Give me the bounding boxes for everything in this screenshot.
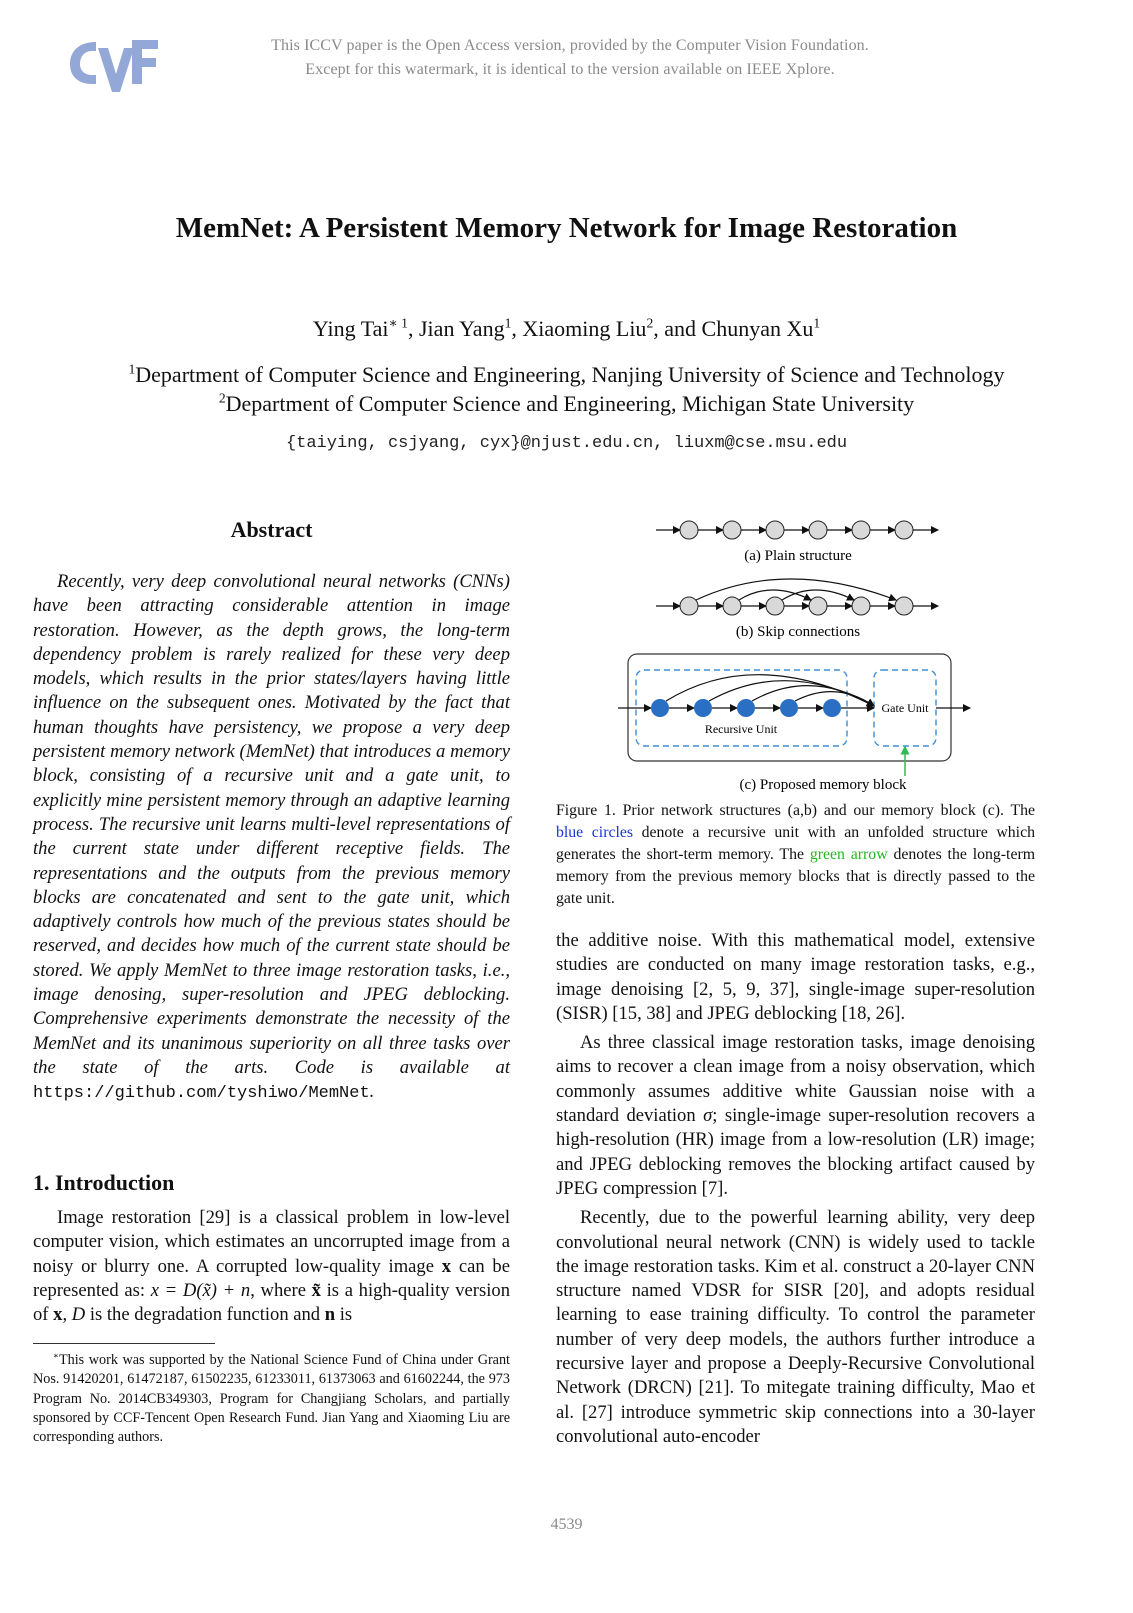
author-mark: 1 (813, 315, 821, 331)
author-list (0, 316, 1133, 342)
abstract-heading: Abstract (230, 517, 313, 542)
watermark-line-1: This ICCV paper is the Open Access version, provided by the Computer Vision Foundation. (271, 37, 869, 54)
figure-caption (556, 800, 1035, 910)
author-name: , Jian Yang (408, 316, 505, 341)
footnote (33, 1351, 510, 1447)
affiliation-mark: 2 (218, 390, 226, 406)
abstract-text: Recently, very deep convolutional neural networks (CNNs) have been attracting considerable attention in image restoration. However, as the depth grows, the long-term dependency problem is rarely realized for these very deep models, which results in the prior states/layers having little influence on the subsequent ones. Motivated by the fact that human thoughts have persistency, we propose a very deep persistent memory network (MemNet) that introduces a memory block, consisting of a recursive unit and a gate unit, to explicitly mine persistent memory through an adaptive learning process. The recursive unit learns multi-level representations of the current state under different receptive fields. The representations and the outputs from the previous memory blocks are concatenated and sent to the gate unit, which adaptively controls how much of the previous states should be reserved, and decides how much of the current state should be stored. We apply MemNet to three image restoration tasks, i.e., image denosing, super-resolution and JPEG deblocking. Comprehensive experiments demonstrate the necessity of the MemNet and its unanimous superiority on all three tasks over the state of the arts. Code is available at (33, 571, 510, 1078)
caption-text: denote a recursive unit with an unfolded structure which generates the short-term memory. The (556, 824, 1035, 863)
skip-connections-diagram (656, 579, 938, 615)
affiliation-text: Department of Computer Science and Engineering, Nanjing University of Science and Technology (135, 362, 1005, 387)
footnote-mark: ∗ (53, 1350, 59, 1361)
paragraph (556, 1031, 1035, 1201)
degradation-equation: x = D(x̃) + n (150, 1279, 251, 1301)
abstract-body (33, 570, 510, 1107)
intro-paragraph-1 (33, 1206, 510, 1327)
author-mark: 2 (646, 315, 654, 331)
author-name: , and Chunyan Xu (653, 316, 814, 341)
intro-text: is a high-quality version of (33, 1279, 510, 1326)
gate-unit-label: Gate Unit (881, 701, 929, 715)
figure-label-b: (b) Skip connections (735, 624, 861, 640)
recursive-unit-label: Recursive Unit (704, 722, 778, 736)
caption-blue-circles: blue circles (556, 824, 634, 841)
plain-structure-diagram (656, 521, 938, 539)
author-name: Ying Tai (312, 316, 389, 341)
intro-text: Image restoration [29] is a classical problem in low-level computer vision, which estimates an uncorrupted image from a noisy or blurry one. A corrupted low-quality image (33, 1207, 510, 1277)
affiliation-mark: 1 (128, 361, 136, 377)
intro-text: is the degradation function and (85, 1304, 325, 1326)
intro-text: , (62, 1304, 72, 1326)
right-column-text (556, 929, 1035, 1454)
author-mark: ∗ 1 (388, 315, 408, 331)
symbol-n: n (324, 1304, 336, 1326)
symbol-x: x (441, 1255, 452, 1277)
paper-title: MemNet: A Persistent Memory Network for Image Restoration (175, 212, 958, 244)
author-name: , Xiaoming Liu (511, 316, 647, 341)
caption-green-arrow: green arrow (809, 846, 888, 863)
sigma-symbol: σ (703, 1105, 713, 1127)
author-emails: {taiying, csjyang, cyx}@njust.edu.cn, liuxm@cse.msu.edu (285, 434, 848, 453)
figure-label-c: (c) Proposed memory block (739, 777, 907, 793)
watermark-line-2: Except for this watermark, it is identical to the version available on IEEE Xplore. (305, 61, 835, 78)
paragraph-text: As three classical image restoration tasks, image denoising aims to recover a clean image from a noisy observation, which commonly assumes additive white Gaussian noise with a standard deviation (556, 1032, 1035, 1127)
affiliation-1 (0, 362, 1133, 388)
symbol-d: D (71, 1304, 86, 1326)
intro-text: , where (250, 1279, 312, 1301)
section-heading-introduction: 1. Introduction (33, 1170, 175, 1195)
page-number: 4539 (550, 1516, 583, 1533)
footnote-rule (33, 1343, 215, 1344)
paragraph: Recently, due to the powerful learning ability, very deep convolutional neural network (CNN) is widely used to tackle the image restoration tasks. Kim et al. construct a 20-layer CNN structure named VDSR for SISR [20], and adopts residual learning to ease training difficulty. To control the parameter number of very deep models, the authors further introduce a recursive layer and propose a Deeply-Recursive Convolutional Network (DRCN) [21]. To mitegate training difficulty, Mao et al. [27] introduce symmetric skip connections into a 30-layer convolutional auto-encoder (556, 1207, 1035, 1447)
author-mark: 1 (504, 315, 512, 331)
intro-text: can be represented as: (33, 1255, 510, 1301)
footnote-text: This work was supported by the National Science Fund of China under Grant Nos. 91420201, 61472187, 61502235, 61233011, 61373063 and 61602244, the 973 Program No. 2014CB349303, Program for Changjiang Scholars, and partially sponsored by CCF-Tencent Open Research Fund. Jian Yang and Xiaoming Liu are corresponding authors. (33, 1352, 510, 1446)
paragraph-text: ; single-image super-resolution recovers a high-resolution (HR) image from a low-resolution (LR) image; and JPEG deblocking removes the blocking artifact caused by JPEG compression [7]. (556, 1105, 1036, 1199)
paragraph: the additive noise. With this mathematical model, extensive studies are conducted on many image restoration tasks, e.g., image denoising [2, 5, 9, 37], single-image super-resolution (SISR) [15, 38] and JPEG deblocking [18, 26]. (556, 930, 1035, 1024)
symbol-x: x (53, 1304, 63, 1326)
symbol-x-tilde: x̃ (311, 1279, 321, 1301)
figure-label-a: (a) Plain structure (744, 548, 852, 564)
caption-text: Figure 1. Prior network structures (a,b) and our memory block (c). The (556, 802, 1035, 819)
cvf-logo (66, 34, 161, 96)
abstract-end: . (369, 1081, 375, 1103)
memory-block-diagram (618, 654, 970, 776)
code-link[interactable]: https://github.com/tyshiwo/MemNet (33, 1084, 370, 1104)
intro-text: is (335, 1304, 353, 1326)
caption-text: denotes the long-term memory from the previous memory blocks that is directly passed to the gate unit. (556, 846, 1036, 907)
affiliation-text: Department of Computer Science and Engineering, Michigan State University (225, 391, 915, 416)
figure-1 (556, 508, 1035, 798)
affiliation-2 (0, 391, 1133, 417)
